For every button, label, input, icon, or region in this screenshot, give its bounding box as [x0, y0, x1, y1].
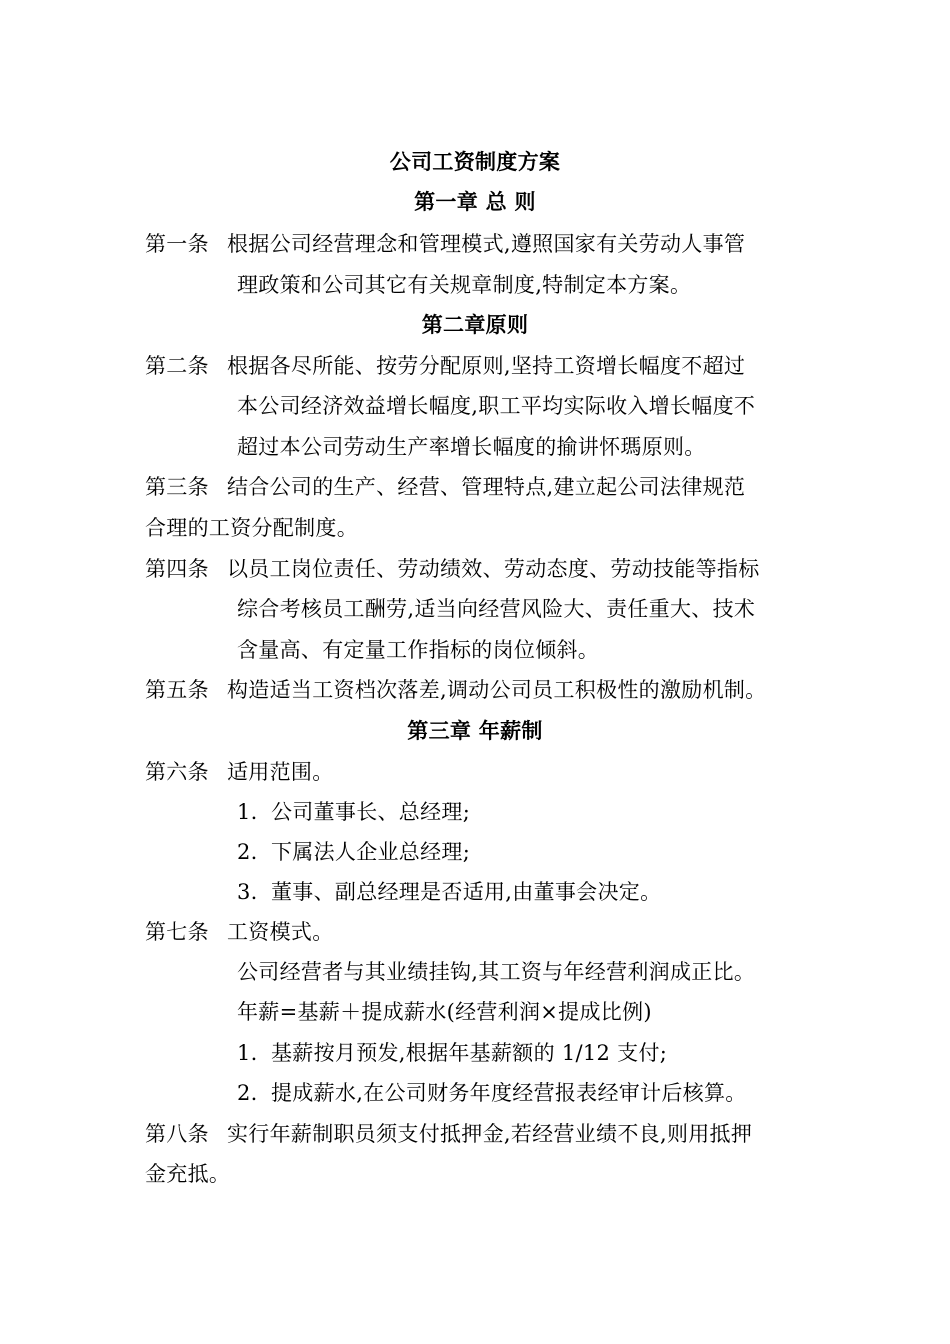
article-8-label: 第八条 [145, 1122, 209, 1146]
article-2-line-3: 超过本公司劳动生产率增长幅度的揄讲怀瑪原则。 [237, 435, 706, 459]
article-3-line-1: 结合公司的生产、经营、管理特点,建立起公司法律规范 [227, 475, 746, 499]
article-6 [145, 758, 334, 786]
article-7-label: 第七条 [145, 920, 209, 944]
article-4-label: 第四条 [145, 557, 209, 581]
article-7-paragraph-1: 公司经营者与其业绩挂钩,其工资与年经营利润成正比。 [237, 960, 756, 984]
article-5 [145, 676, 766, 704]
article-8-line-1: 实行年薪制职员须支付抵押金,若经营业绩不良,则用抵押 [227, 1122, 753, 1146]
article-7-line-1: 工资模式。 [227, 920, 334, 944]
article-1 [145, 230, 745, 258]
chapter-3-heading: 第三章 年薪制 [407, 719, 543, 743]
salary-formula: 年薪=基薪＋提成薪水(经营利润×提成比例) [237, 1000, 652, 1024]
list-item-text: 公司董事长、总经理; [271, 800, 471, 824]
article-4-line-1: 以员工岗位责任、劳动绩效、劳动态度、劳动技能等指标 [227, 557, 760, 581]
article-3-line-2: 合理的工资分配制度。 [145, 516, 358, 540]
article-4-line-3: 含量高、有定量工作指标的岗位倾斜。 [237, 638, 600, 662]
chapter-2-heading: 第二章原则 [421, 313, 529, 337]
article-2-line-1: 根据各尽所能、按劳分配原则,坚持工资增长幅度不超过 [227, 354, 746, 378]
document-title: 公司工资制度方案 [389, 150, 561, 174]
article-6-line-1: 适用范围。 [227, 760, 334, 784]
article-1-line-1: 根据公司经营理念和管理模式,遵照国家有关劳动人事管 [227, 232, 746, 256]
list-item-text: 提成薪水,在公司财务年度经营报表经审计后核算。 [271, 1081, 747, 1105]
list-item [237, 1079, 747, 1107]
article-3 [145, 473, 745, 501]
article-4 [145, 555, 760, 583]
chapter-1-heading: 第一章 总 则 [414, 190, 536, 214]
article-5-line-1: 构造适当工资档次落差,调动公司员工积极性的激励机制。 [227, 678, 767, 702]
list-item [237, 798, 470, 826]
list-item-text: 董事、副总经理是否适用,由董事会决定。 [271, 880, 662, 904]
article-3-label: 第三条 [145, 475, 209, 499]
article-1-label: 第一条 [145, 232, 209, 256]
list-item [237, 838, 470, 866]
list-item-number: 2. [237, 1081, 258, 1105]
article-2-line-2: 本公司经济效益增长幅度,职工平均实际收入增长幅度不 [237, 394, 756, 418]
article-8-line-2: 金充抵。 [145, 1162, 231, 1186]
article-2 [145, 352, 745, 380]
article-6-label: 第六条 [145, 760, 209, 784]
article-2-label: 第二条 [145, 354, 209, 378]
list-item-text: 基薪按月预发,根据年基薪额的 1/12 支付; [271, 1041, 668, 1065]
list-item-number: 1. [237, 1041, 258, 1065]
list-item [237, 1039, 667, 1067]
list-item-number: 3. [237, 880, 258, 904]
article-5-label: 第五条 [145, 678, 209, 702]
article-4-line-2: 综合考核员工酬劳,适当向经营风险大、责任重大、技术 [237, 597, 756, 621]
article-8 [145, 1120, 752, 1148]
list-item-text: 下属法人企业总经理; [271, 840, 471, 864]
list-item-number: 1. [237, 800, 258, 824]
article-1-line-2: 理政策和公司其它有关规章制度,特制定本方案。 [237, 273, 692, 297]
article-7 [145, 918, 334, 946]
list-item [237, 878, 661, 906]
list-item-number: 2. [237, 840, 258, 864]
